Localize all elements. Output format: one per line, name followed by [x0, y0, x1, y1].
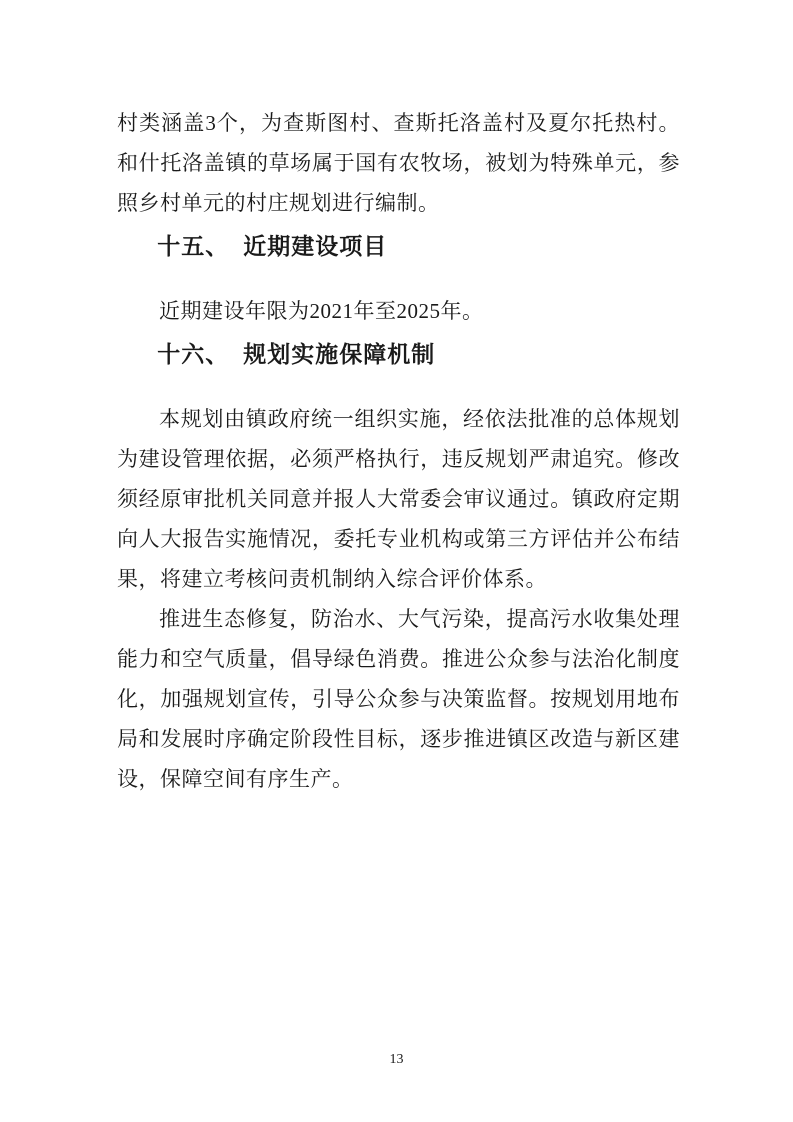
- section-heading-15-title: 近期建设项目: [243, 233, 388, 259]
- continuation-paragraph: 村类涵盖3个，为查斯图村、查斯托洛盖村及夏尔托热村。和什托洛盖镇的草场属于国有农牧场，被划为特殊单元，参照乡村单元的村庄规划进行编制。: [117, 111, 680, 215]
- section-16-paragraph-1: 本规划由镇政府统一组织实施，经依法批准的总体规划为建设管理依据，必须严格执行，违反规划严肃追究。修改须经原审批机关同意并报人大常委会审议通过。镇政府定期向人大报告实施情况，委托专业机构或第三方评估并公布结果，将建立考核问责机制纳入综合评价体系。: [117, 407, 680, 591]
- page-content: [117, 103, 680, 799]
- section-15-paragraph: 近期建设年限为2021年至2025年。: [159, 299, 484, 323]
- section-heading-16: [117, 334, 680, 374]
- section-heading-15-number: 十五、: [157, 233, 230, 259]
- section-heading-16-title: 规划实施保障机制: [243, 341, 436, 367]
- page-number: 13: [389, 1052, 404, 1067]
- section-16-paragraph-2: 推进生态修复，防治水、大气污染，提高污水收集处理能力和空气质量，倡导绿色消费。推进公众参与法治化制度化，加强规划宣传，引导公众参与决策监督。按规划用地布局和发展时序确定阶段性目标，逐步推进镇区改造与新区建设，保障空间有序生产。: [117, 607, 680, 791]
- section-heading-15: [117, 226, 680, 266]
- section-heading-16-number: 十六、: [157, 341, 230, 367]
